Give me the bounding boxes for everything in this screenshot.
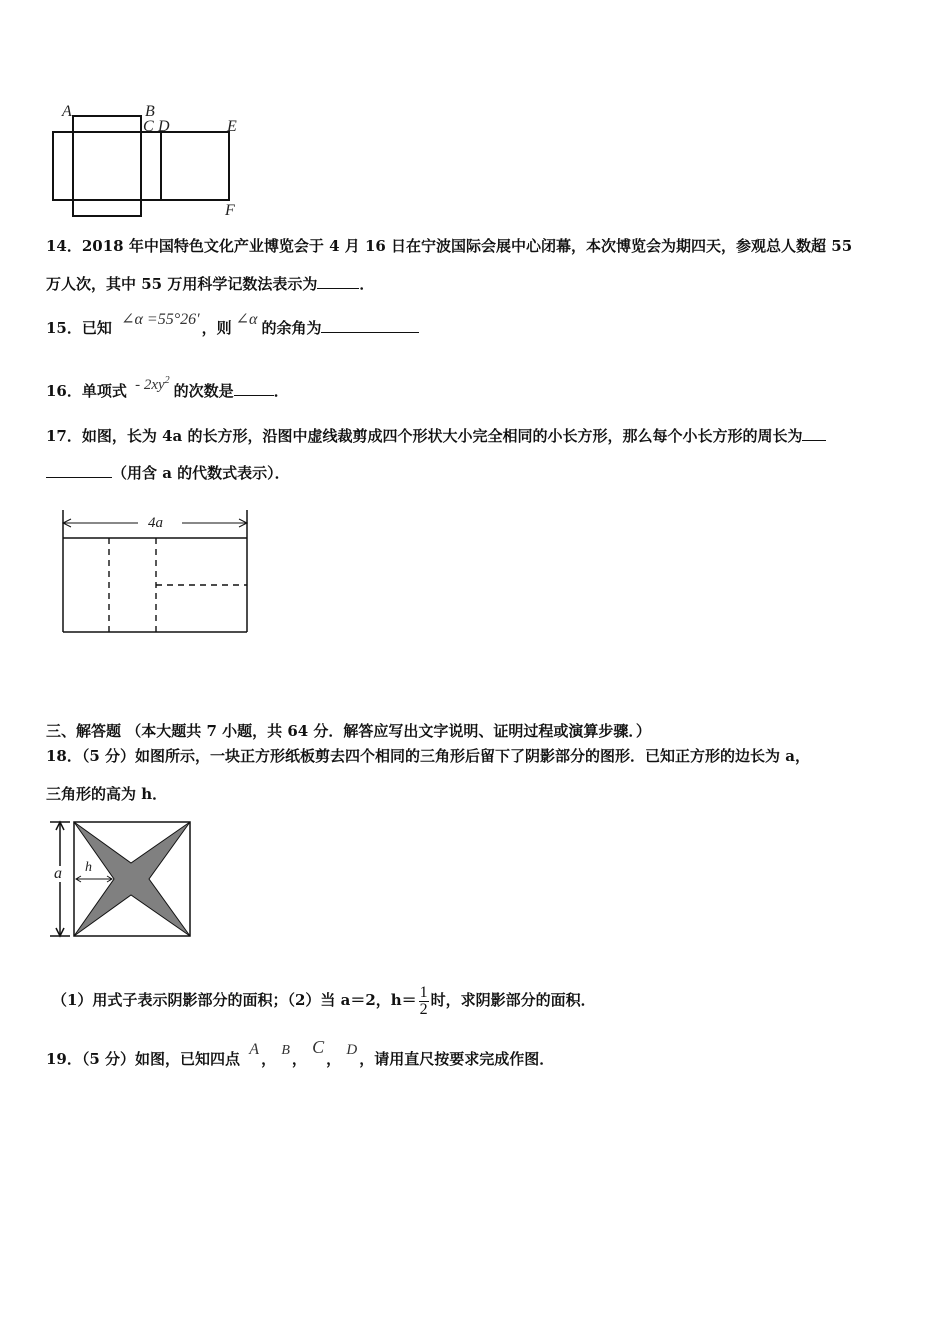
- answer-blank-17a[interactable]: [802, 426, 826, 441]
- question-18-parts: [52, 980, 596, 1020]
- label-b: B: [145, 103, 155, 120]
- question-14-end: ．: [359, 275, 375, 293]
- question-19-suffix: ，请用直尺按要求完成作图．: [359, 1050, 555, 1068]
- monomial-exponent: 2: [164, 375, 170, 386]
- monomial-formula: [135, 377, 170, 393]
- point-b: B: [281, 1043, 290, 1058]
- question-16-prefix: 16．单项式: [46, 382, 127, 400]
- answer-blank-16[interactable]: [234, 381, 274, 396]
- point-c: C: [312, 1037, 325, 1057]
- label-e: E: [227, 118, 237, 135]
- answer-blank-17b[interactable]: [46, 463, 112, 478]
- question-18-line-1: 18．（5 分）如图所示，一块正方形纸板剪去四个相同的三角形后留下了阴影部分的图形．已知正方形的边长为 a，: [46, 747, 810, 765]
- fraction-numerator: 1: [419, 983, 428, 1001]
- question-19-prefix: 19．（5 分）如图，已知四点: [46, 1050, 241, 1068]
- question-19: [46, 1037, 555, 1071]
- angle-symbol: ∠α: [235, 311, 258, 328]
- question-15-mid: ，则: [201, 319, 232, 337]
- question-14-line-2: [46, 274, 374, 294]
- dimension-label: 4a: [148, 515, 163, 531]
- star-drawing: [44, 815, 204, 945]
- separator: ，: [291, 1050, 307, 1068]
- label-f: F: [225, 202, 235, 219]
- monomial-base: - 2xy: [135, 377, 165, 393]
- question-18-part-2: 时，求阴影部分的面积．: [430, 991, 596, 1009]
- point-d: D: [346, 1042, 358, 1058]
- question-16-end: ．: [273, 382, 289, 400]
- label-d: D: [158, 118, 170, 135]
- question-16: [46, 375, 289, 402]
- answer-blank-14[interactable]: [317, 274, 359, 289]
- question-16-suffix: 的次数是: [173, 382, 234, 400]
- question-17-line-2: [46, 463, 290, 483]
- question-14-text: 万人次，其中 55 万用科学记数法表示为: [46, 275, 318, 293]
- question-14-line-1: 14．2018 年中国特色文化产业博览会于 4 月 16 日在宁波国际会展中心闭幕，本次博览会为期四天，参观总人数超 55: [46, 237, 853, 255]
- question-15-prefix: 15．已知: [46, 319, 112, 337]
- fraction-one-half: [419, 985, 429, 1018]
- angle-formula: ∠α =55°26′: [121, 311, 200, 328]
- question-18-line-2: 三角形的高为 h．: [46, 785, 168, 803]
- question-17-line-1: [46, 426, 826, 446]
- section-3-title: 三、解答题 （本大题共 7 小题，共 64 分．解答应写出文字说明、证明过程或演算步骤．）: [46, 722, 651, 740]
- fraction-denominator: 2: [419, 1000, 428, 1018]
- label-c: C: [143, 118, 154, 135]
- height-label-h: h: [85, 860, 92, 875]
- label-a: A: [62, 103, 72, 120]
- question-18-part-1: （1）用式子表示阴影部分的面积；（2）当 a＝2，h＝: [52, 991, 417, 1009]
- question-17-text: 17．如图，长为 4a 的长方形，沿图中虚线裁剪成四个形状大小完全相同的小长方形，那么每个小长方形的周长为: [46, 427, 803, 445]
- separator: ，: [326, 1050, 342, 1068]
- separator: ，: [261, 1050, 277, 1068]
- question-15: [46, 311, 419, 339]
- point-a: A: [249, 1041, 260, 1058]
- answer-blank-15[interactable]: [321, 318, 419, 333]
- side-label-a: a: [54, 865, 62, 882]
- question-15-suffix: 的余角为: [261, 319, 322, 337]
- question-17-hint: （用含 a 的代数式表示）．: [112, 464, 290, 482]
